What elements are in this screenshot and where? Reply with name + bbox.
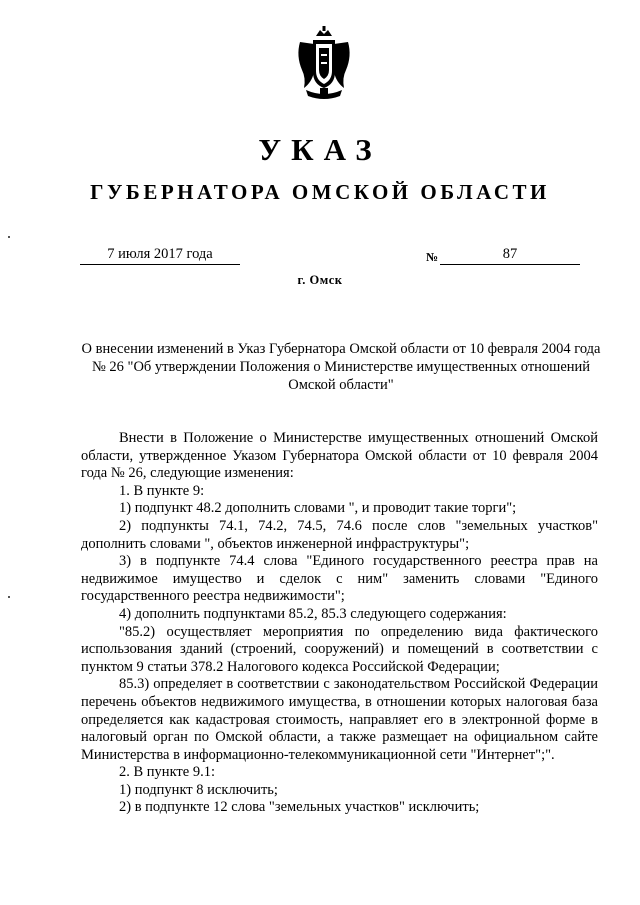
body-paragraph: 1. В пункте 9: — [119, 482, 205, 499]
body-paragraph: Внести в Положение о Министерстве имущественных отношений Омской области, утвержденное Указом Губернатора Омской области от 10 февраля 2004 года № 26, следующие изменения: — [81, 430, 598, 482]
document-body — [81, 430, 598, 817]
body-paragraph: 1) подпункт 48.2 дополнить словами ", и проводит такие торги"; — [119, 500, 517, 517]
number-sign: № — [426, 250, 439, 264]
document-number: 87 — [440, 245, 580, 265]
body-paragraph: 2) подпункты 74.1, 74.2, 74.5, 74.6 после слов "земельных участков" дополнить словами ", объектов инженерной инфраструктуры"; — [81, 517, 598, 552]
document-city: г. Омск — [297, 273, 343, 287]
body-paragraph: "85.2) осуществляет мероприятия по определению вида фактического использования зданий (строений, сооружений) и помещений в соответствии с пунктом 9 статьи 378.2 Налогового кодекса Российской Федерации; — [81, 623, 598, 675]
body-paragraph: 2. В пункте 9.1: — [119, 764, 215, 781]
document-title: УКАЗ — [258, 132, 382, 167]
document-date: 7 июля 2017 года — [80, 245, 240, 265]
scan-mark — [8, 596, 10, 598]
document-subject: О внесении изменений в Указ Губернатора Омской области от 10 февраля 2004 года № 26 "Об утверждении Положения о Министерстве имущественных отношений Омской области" — [81, 341, 601, 393]
body-paragraph: 85.3) определяет в соответствии с законодательством Российской Федерации перечень объектов недвижимого имущества, в отношении которых налоговая база определяется как кадастровая стоимость, направляет его в электронной форме в налоговый орган по Омской области, а также размещает на официальном сайте Министерства в информационно-телекоммуникационной сети "Интернет";". — [81, 676, 598, 763]
body-paragraph: 2) в подпункте 12 слова "земельных участков" исключить; — [119, 799, 480, 816]
document-subtitle: ГУБЕРНАТОРА ОМСКОЙ ОБЛАСТИ — [90, 180, 550, 204]
scan-mark — [8, 236, 10, 238]
body-paragraph: 4) дополнить подпунктами 85.2, 85.3 следующего содержания: — [119, 605, 507, 622]
body-paragraph: 1) подпункт 8 исключить; — [119, 781, 278, 798]
coat-of-arms-emblem — [294, 26, 354, 102]
body-paragraph: 3) в подпункте 74.4 слова "Единого государственного реестра прав на недвижимое имущество и сделок с ним" заменить словами "Единого государственного реестра недвижимости"; — [81, 553, 598, 605]
